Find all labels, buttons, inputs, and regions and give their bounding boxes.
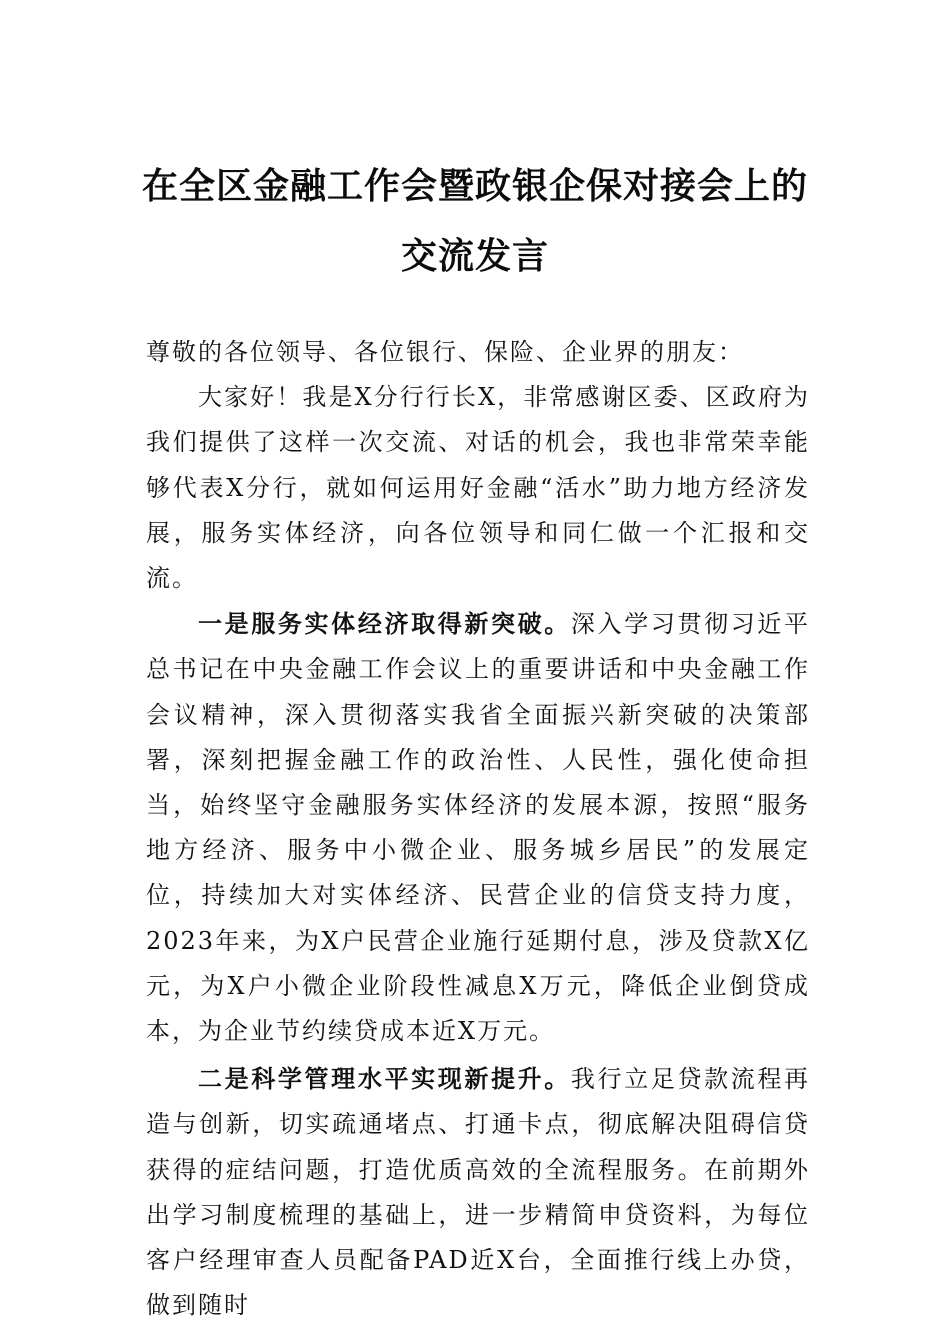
paragraph-point-one — [146, 601, 810, 1054]
paragraph-lead-heading: 二是科学管理水平实现新提升。 — [198, 1064, 571, 1094]
document-body — [146, 330, 810, 1328]
paragraph-lead-heading: 一是服务实体经济取得新突破。 — [198, 609, 571, 639]
paragraph-text: 深入学习贯彻习近平总书记在中央金融工作会议上的重要讲话和中央金融工作会议精神，深入贯彻落实我省全面振兴新突破的决策部署，深刻把握金融工作的政治性、人民性，强化使命担当，始终坚守金融服务实体经济的发展本源，按照“服务地方经济、服务中小微企业、服务城乡居民”的发展定位，持续加大对实体经济、民营企业的信贷支持力度，2023年来，为X户民营企业施行延期付息，涉及贷款X亿元，为X户小微企业阶段性减息X万元，降低企业倒贷成本，为企业节约续贷成本近X万元。 — [146, 610, 811, 1046]
document-title-line-1: 在全区金融工作会暨政银企保对接会上的 — [141, 165, 808, 207]
document-title-line-2: 交流发言 — [400, 235, 549, 277]
paragraph-text: 我行立足贷款流程再造与创新，切实疏通堵点、打通卡点，彻底解决阻碍信贷获得的症结问题，打造优质高效的全流程服务。在前期外出学习制度梳理的基础上，进一步精简申贷资料，为每位客户经理审查人员配备PAD近X台，全面推行线上办贷，做到随时 — [146, 1065, 811, 1320]
paragraph-greeting — [146, 375, 810, 601]
paragraph-point-two — [146, 1056, 810, 1328]
salutation: 尊敬的各位领导、各位银行、保险、企业界的朋友： — [146, 338, 744, 366]
paragraph-text: 大家好！我是X分行行长X，非常感谢区委、区政府为我们提供了这样一次交流、对话的机会，我也非常荣幸能够代表X分行，就如何运用好金融“活水”助力地方经济发展，服务实体经济，向各位领导和同仁做一个汇报和交流。 — [146, 383, 810, 593]
